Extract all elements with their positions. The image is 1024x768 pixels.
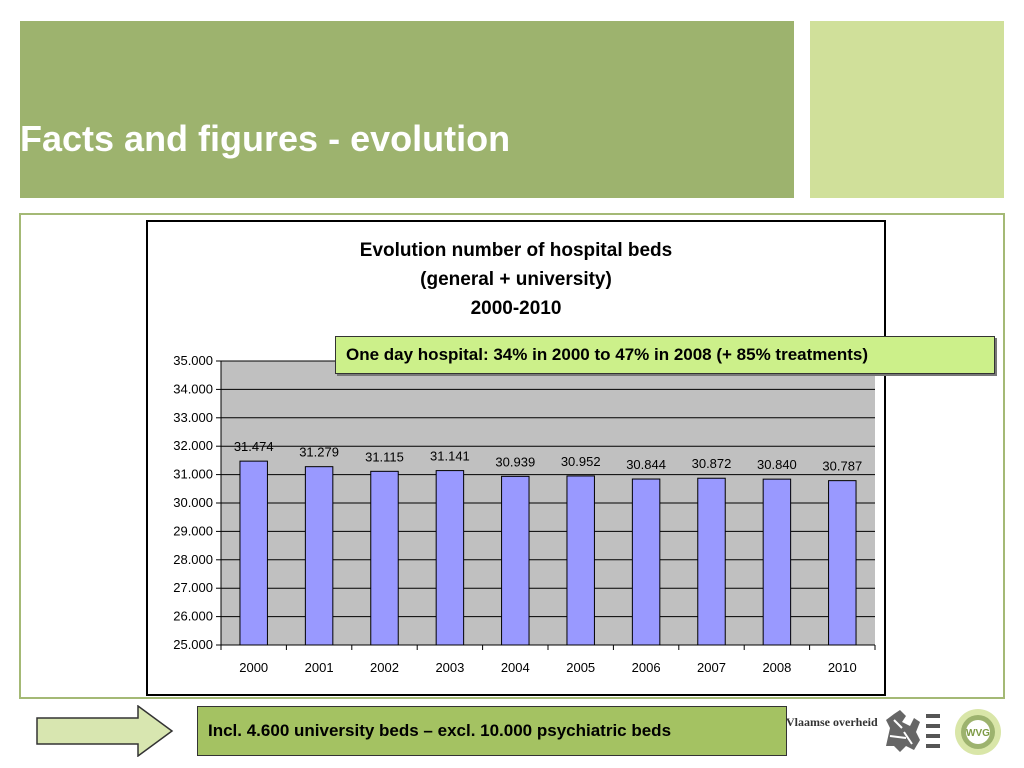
x-tick-label: 2000 (239, 660, 269, 675)
y-tick-label: 28.000 (173, 551, 213, 567)
x-tick-label: 2007 (697, 660, 726, 675)
x-tick-label: 2008 (762, 660, 792, 675)
y-tick-label: 26.000 (173, 608, 213, 624)
data-label: 30.840 (757, 457, 797, 473)
footer-note: Incl. 4.600 university beds – excl. 10.000 psychiatric beds (197, 706, 787, 756)
wvg-logo-label: WVG (966, 728, 990, 739)
y-tick-label: 35.000 (173, 353, 213, 368)
data-label: 30.844 (626, 457, 666, 473)
bar (829, 481, 856, 645)
bar (502, 476, 529, 645)
flemish-lion-logo-icon (880, 706, 944, 756)
chart-title-line-2: (general + university) (420, 269, 612, 290)
data-label: 30.939 (495, 454, 536, 470)
bar (698, 478, 725, 645)
y-tick-label: 31.000 (173, 466, 213, 482)
y-tick-label: 34.000 (173, 381, 213, 397)
y-tick-label: 33.000 (173, 409, 213, 425)
data-label: 31.474 (233, 439, 274, 455)
bar (436, 471, 463, 645)
x-tick-label: 2010 (827, 660, 857, 675)
y-tick-label: 29.000 (173, 523, 213, 539)
chart-title-line-1: Evolution number of hospital beds (359, 240, 673, 261)
data-label: 31.279 (299, 444, 339, 460)
data-label: 30.952 (560, 453, 601, 469)
x-tick-label: 2006 (631, 660, 661, 675)
chart-title-line-3: 2000-2010 (470, 298, 562, 319)
slide-title: Facts and figures - evolution (20, 118, 511, 159)
x-tick-label: 2005 (566, 660, 596, 675)
x-tick-label: 2002 (370, 660, 399, 675)
y-tick-label: 27.000 (173, 580, 213, 596)
bar (371, 471, 398, 645)
data-label: 31.115 (365, 449, 404, 465)
x-tick-label: 2004 (500, 660, 530, 675)
y-tick-label: 32.000 (173, 438, 213, 454)
data-label: 31.141 (430, 448, 470, 464)
bar (763, 479, 790, 645)
x-tick-label: 2001 (304, 660, 334, 675)
callout-one-day-hospital: One day hospital: 34% in 2000 to 47% in 2008 (+ 85% treatments) (335, 336, 995, 374)
bar (567, 476, 594, 645)
bar (632, 479, 659, 645)
bar (240, 461, 267, 645)
y-tick-label: 30.000 (173, 495, 213, 510)
vlaamse-overheid-logo-text: Vlaamse overheid (786, 715, 878, 729)
x-tick-label: 2003 (435, 660, 465, 675)
data-label: 30.787 (822, 458, 863, 474)
wvg-logo-icon (952, 706, 1004, 758)
data-label: 30.872 (691, 456, 732, 472)
y-tick-label: 25.000 (173, 637, 213, 652)
bar (305, 467, 332, 645)
right-arrow-icon (36, 705, 176, 757)
